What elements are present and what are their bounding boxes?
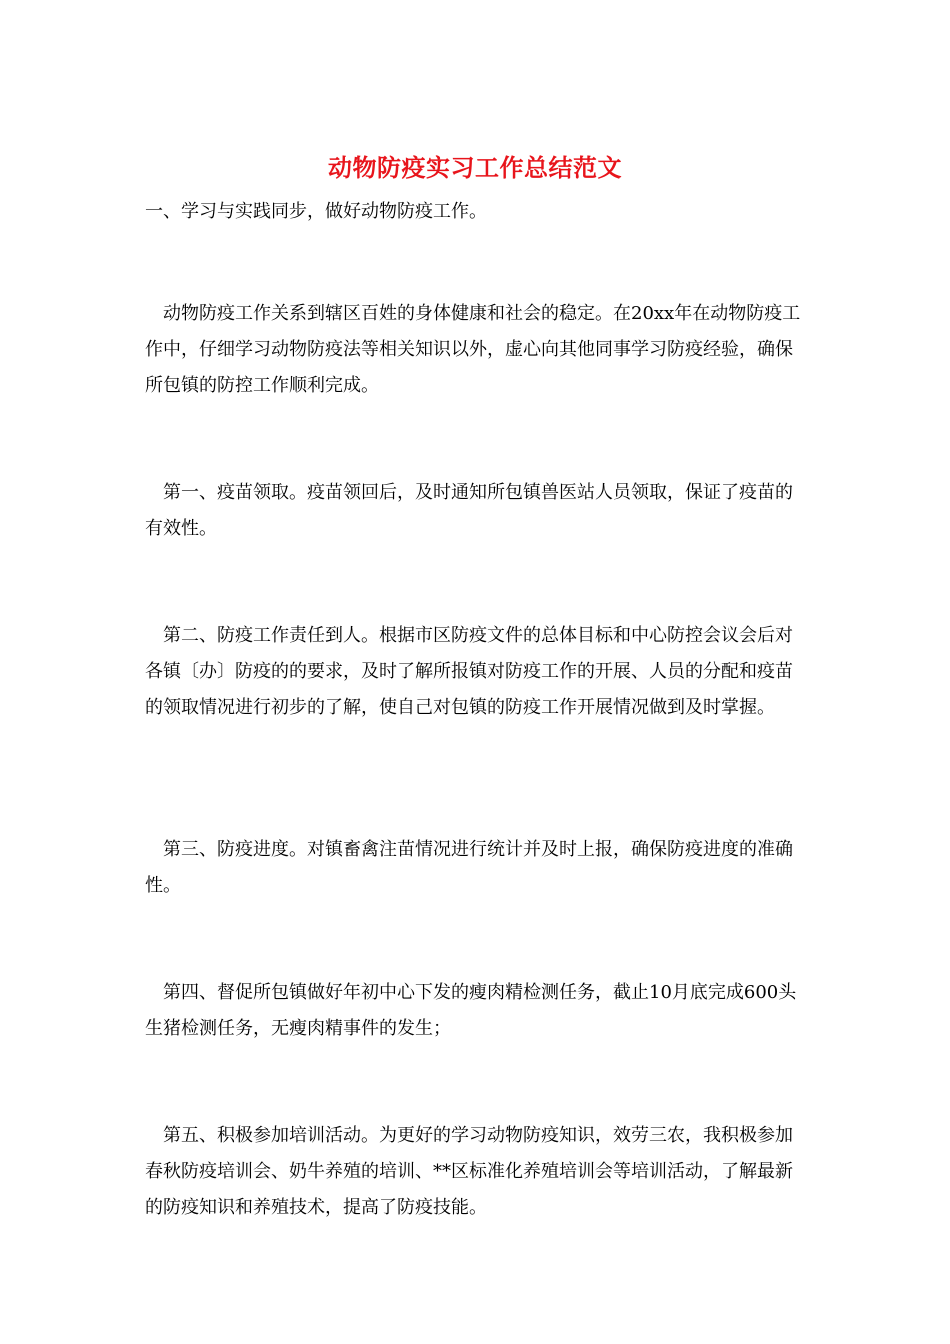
paragraph-vaccine-collection: 第一、疫苗领取。疫苗领回后，及时通知所包镇兽医站人员领取，保证了疫苗的有效性。 <box>145 482 793 539</box>
paragraph-intro: 动物防疫工作关系到辖区百姓的身体健康和社会的稳定。在20xx年在动物防疫工作中，仔细学习动物防疫法等相关知识以外，虚心向其他同事学习防疫经验，确保所包镇的防控工作顺利完成。 <box>145 303 801 396</box>
paragraph-detection-task: 第四、督促所包镇做好年初中心下发的瘦肉精检测任务，截止10月底完成600头生猪检测任务，无瘦肉精事件的发生； <box>145 982 797 1039</box>
document-title: 动物防疫实习工作总结范文 <box>328 153 622 182</box>
paragraph-training: 第五、积极参加培训活动。为更好的学习动物防疫知识，效劳三农，我积极参加春秋防疫培训会、奶牛养殖的培训、**区标准化养殖培训会等培训活动，了解最新的防疫知识和养殖技术，提高了防疫技能。 <box>145 1125 793 1218</box>
section-heading: 一、学习与实践同步，做好动物防疫工作。 <box>145 201 487 222</box>
paragraph-responsibility: 第二、防疫工作责任到人。根据市区防疫文件的总体目标和中心防控会议会后对各镇〔办〕防疫的的要求，及时了解所报镇对防疫工作的开展、人员的分配和疫苗的领取情况进行初步的了解，使自己对包镇的防疫工作开展情况做到及时掌握。 <box>145 625 793 718</box>
paragraph-progress: 第三、防疫进度。对镇畜禽注苗情况进行统计并及时上报，确保防疫进度的准确性。 <box>145 839 793 896</box>
